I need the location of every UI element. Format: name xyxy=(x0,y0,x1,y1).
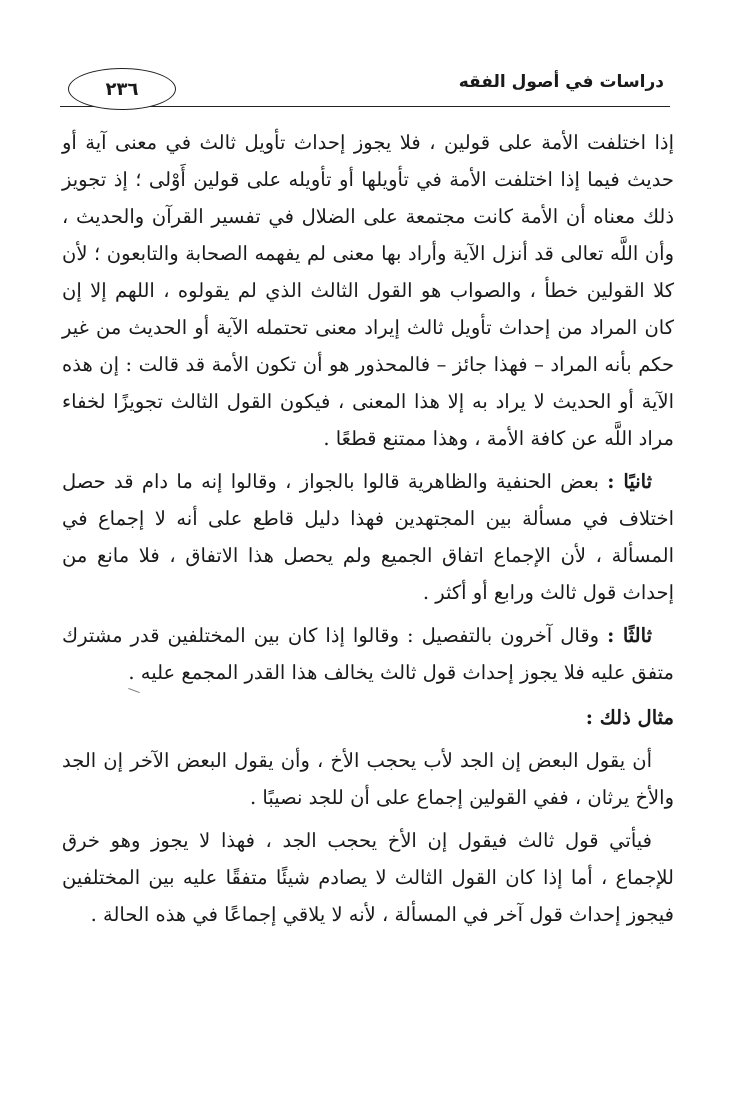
page-number: ٢٣٦ xyxy=(105,78,139,100)
paragraph-2 xyxy=(62,463,674,611)
paragraph-3-lead: ثالثًا : xyxy=(607,624,652,647)
page-header xyxy=(60,62,670,110)
page-body xyxy=(62,124,674,933)
paragraph-1 xyxy=(62,124,674,457)
example-heading: مثال ذلك : xyxy=(585,706,674,729)
paragraph-3-text: وقال آخرون بالتفصيل : وقالوا إذا كان بين المختلفين قدر مشترك متفق عليه فلا يجوز إحداث قول ثالث يخالف هذا القدر المجمع عليه . xyxy=(62,624,674,684)
running-title: دراسات في أصول الفقه xyxy=(458,72,664,92)
example-paragraph-2: فيأتي قول ثالث فيقول إن الأخ يحجب الجد ، فهذا لا يجوز وهو خرق للإجماع ، أما إذا كان القول الثالث لا يصادم شيئًا متفقًا عليه بين المختلفين فيجوز إحداث قول آخر في المسألة ، لأنه لا يلاقي إجماعًا في هذه الحالة . xyxy=(62,829,674,926)
paragraph-2-lead: ثانيًا : xyxy=(607,470,652,493)
paragraph-3 xyxy=(62,617,674,691)
page-number-badge xyxy=(68,68,176,110)
example-paragraph-1: أن يقول البعض إن الجد لأب يحجب الأخ ، وأن يقول البعض الآخر إن الجد والأخ يرثان ، ففي القولين إجماع على أن للجد نصيبًا . xyxy=(62,749,674,809)
paragraph-2-text: بعض الحنفية والظاهرية قالوا بالجواز ، وقالوا إنه ما دام قد حصل اختلاف في مسألة بين المجتهدين فهذا دليل قاطع على أنه لا إجماع في المسألة ، لأن الإجماع اتفاق الجميع ولم يحصل هذا الاتفاق ، فلا مانع من إحداث قول ثالث ورابع أو أكثر . xyxy=(62,470,674,604)
paragraph-1-text: إذا اختلفت الأمة على قولين ، فلا يجوز إحداث تأويل ثالث في معنى آية أو حديث فيما إذا اختلفت الأمة في تأويلها أو تأويله على قولين أَوْلى ؛ إذ تجويز ذلك معناه أن الأمة كانت مجتمعة على الضلال في تفسير القرآن والحديث ، وأن اللَّه تعالى قد أنزل الآية وأراد بها معنى لم يفهمه الصحابة والتابعون ؛ لأن كلا القولين خطأ ، والصواب هو القول الثالث الذي لم يقولوه ، اللهم إلا إن كان المراد من إحداث تأويل ثالث إيراد معنى تحتمله الآية أو الحديث من غير حكم بأنه المراد – فهذا جائز – فالمحذور هو أن تكون الأمة قد قالت : إن هذه الآية أو الحديث لا يراد به إلا هذا المعنى ، فيكون القول الثالث تجويزًا لخفاء مراد اللَّه عن كافة الأمة ، وهذا ممتنع قطعًا . xyxy=(62,131,674,450)
